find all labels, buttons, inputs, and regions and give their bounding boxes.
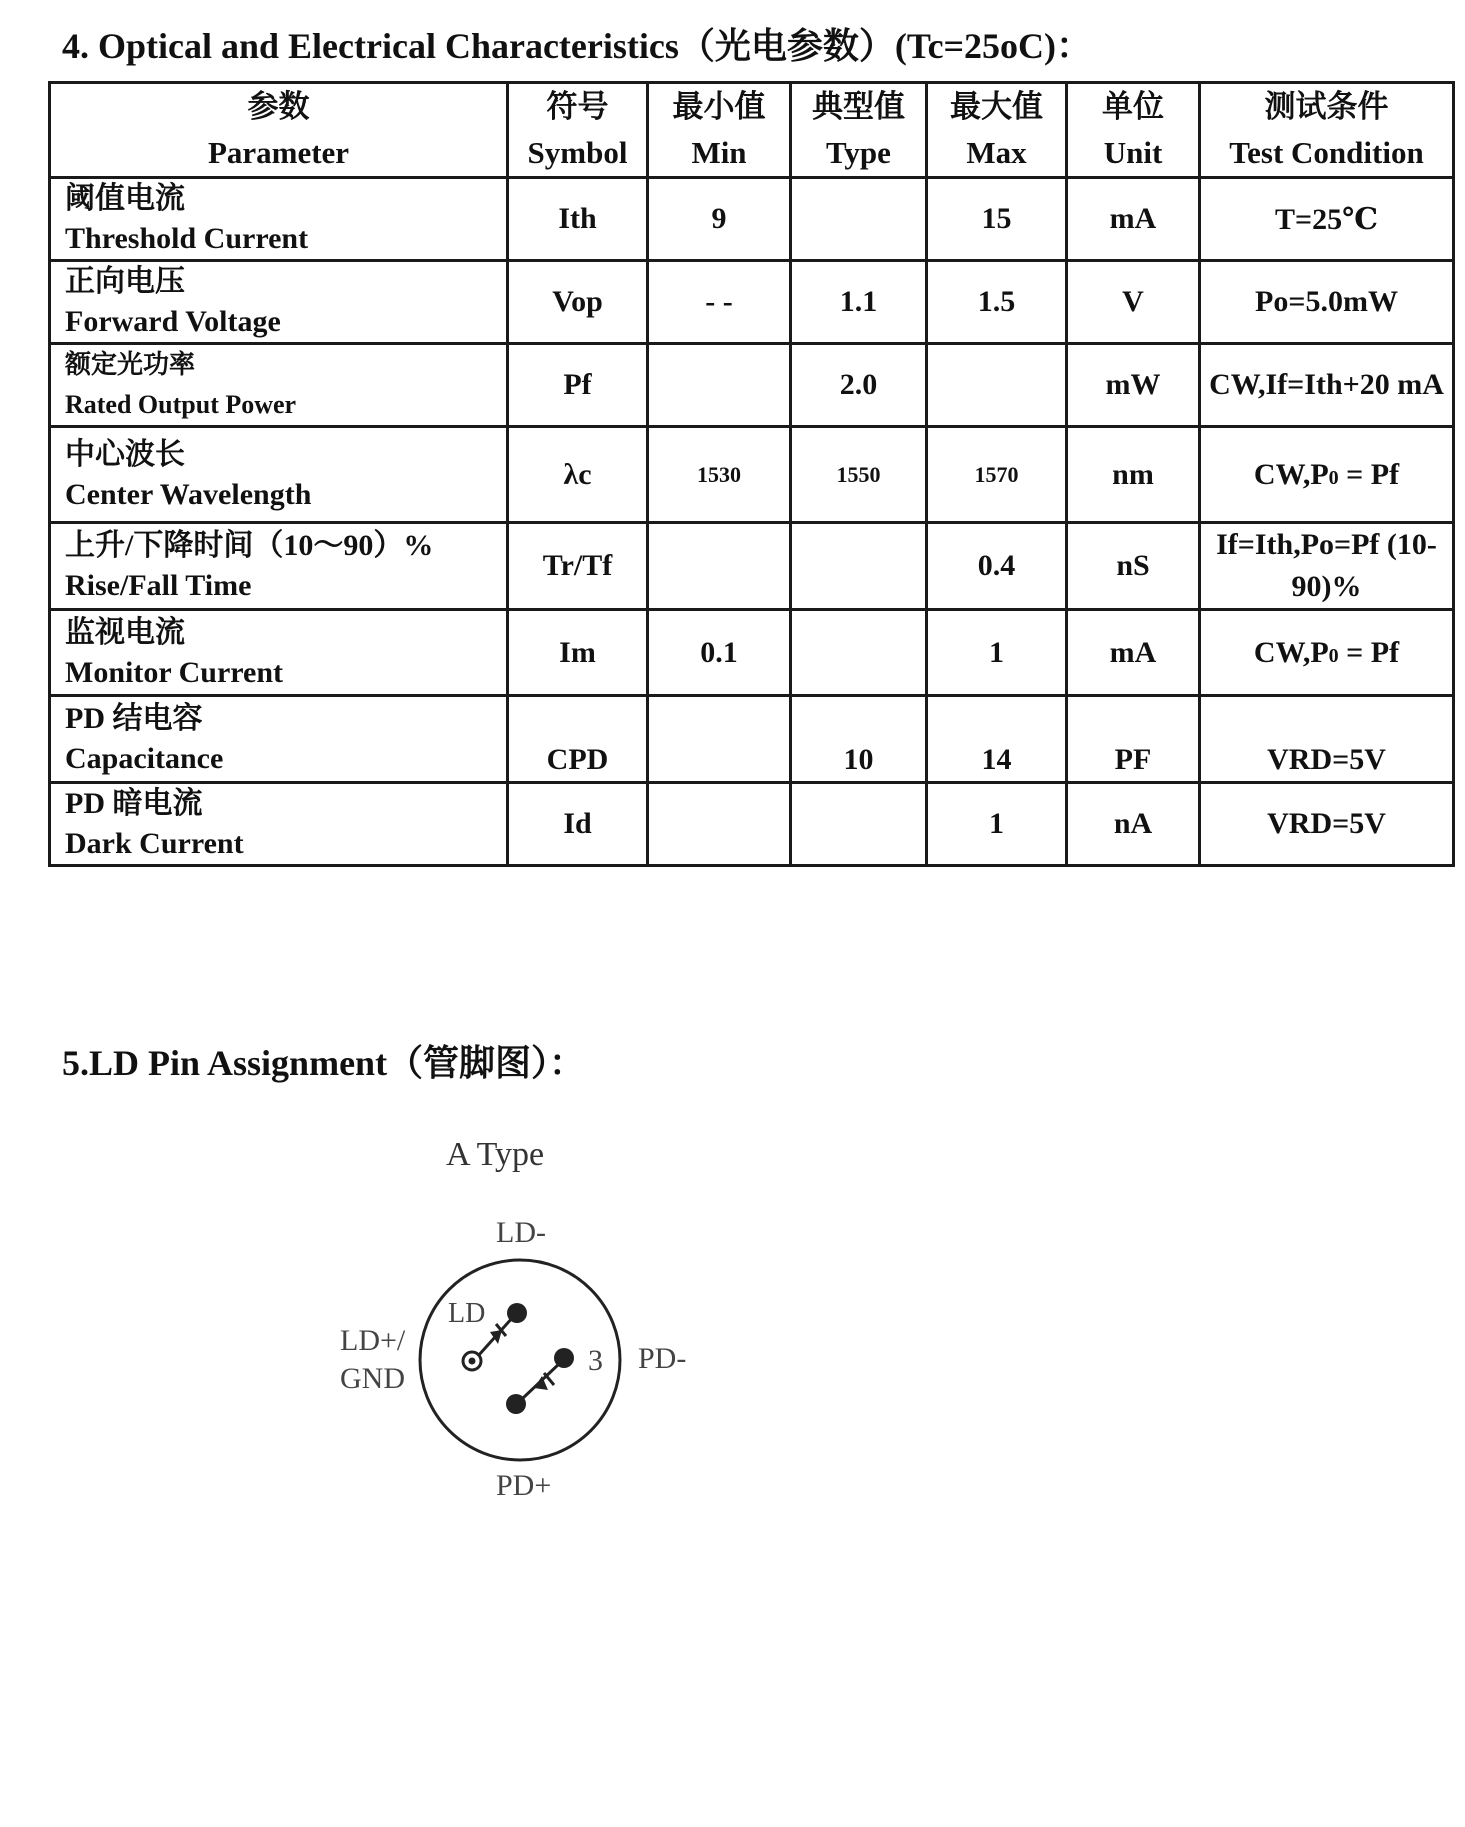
max-cell: 15 <box>927 178 1067 261</box>
pin-assignment-diagram <box>320 1120 740 1520</box>
max-cell: 1 <box>927 783 1067 866</box>
pin-number-label: 3 <box>588 1344 603 1377</box>
symbol-cell: Id <box>508 783 648 866</box>
param-cell: 上升/下降时间（10～90）% Rise/Fall Time <box>50 523 508 610</box>
section-4-heading: 4. Optical and Electrical Characteristics（光电参数）(Tc=25oC)： <box>62 26 1093 66</box>
symbol-cell: Tr/Tf <box>508 523 648 610</box>
unit-cell: mA <box>1067 610 1200 696</box>
min-cell <box>648 344 791 427</box>
param-cell: 中心波长 Center Wavelength <box>50 427 508 523</box>
pin-label-left-2: GND <box>340 1362 405 1395</box>
condition-cell: CW,If=Ith+20 mA <box>1200 344 1454 427</box>
condition-cell: Po=5.0mW <box>1200 261 1454 344</box>
max-cell <box>927 344 1067 427</box>
table-row <box>50 344 1454 427</box>
param-cell: PD 结电容 Capacitance <box>50 696 508 783</box>
table-row <box>50 783 1454 866</box>
typ-cell <box>791 523 927 610</box>
min-cell: - - <box>648 261 791 344</box>
max-cell: 1 <box>927 610 1067 696</box>
max-cell: 1.5 <box>927 261 1067 344</box>
table-row <box>50 178 1454 261</box>
pin-label-right: PD- <box>638 1342 687 1375</box>
typ-cell: 2.0 <box>791 344 927 427</box>
header-symbol: 符号 Symbol <box>508 83 648 178</box>
symbol-cell: Im <box>508 610 648 696</box>
symbol-cell: CPD <box>508 696 648 783</box>
condition-cell: CW,P0 = Pf <box>1200 427 1454 523</box>
unit-cell: nA <box>1067 783 1200 866</box>
typ-cell: 1.1 <box>791 261 927 344</box>
header-max: 最大值 Max <box>927 83 1067 178</box>
table-header-row <box>50 83 1454 178</box>
characteristics-table <box>48 81 1455 867</box>
param-cell: 正向电压 Forward Voltage <box>50 261 508 344</box>
pin-label-bottom: PD+ <box>496 1469 552 1502</box>
param-cell: PD 暗电流 Dark Current <box>50 783 508 866</box>
symbol-cell: λc <box>508 427 648 523</box>
symbol-cell: Vop <box>508 261 648 344</box>
max-cell: 0.4 <box>927 523 1067 610</box>
condition-cell: T=25℃ <box>1200 178 1454 261</box>
symbol-cell: Pf <box>508 344 648 427</box>
min-cell <box>648 696 791 783</box>
typ-cell: 1550 <box>791 427 927 523</box>
unit-cell: mW <box>1067 344 1200 427</box>
typ-cell <box>791 610 927 696</box>
min-cell <box>648 523 791 610</box>
typ-cell: 10 <box>791 696 927 783</box>
unit-cell: nm <box>1067 427 1200 523</box>
header-parameter: 参数 Parameter <box>50 83 508 178</box>
symbol-cell: Ith <box>508 178 648 261</box>
condition-cell: VRD=5V <box>1200 783 1454 866</box>
typ-cell <box>791 783 927 866</box>
min-cell: 9 <box>648 178 791 261</box>
header-test-condition: 测试条件 Test Condition <box>1200 83 1454 178</box>
pin-label-left-1: LD+/ <box>340 1324 406 1357</box>
pin-ground-center <box>469 1358 476 1365</box>
header-type: 典型值 Type <box>791 83 927 178</box>
max-cell: 1570 <box>927 427 1067 523</box>
table-row <box>50 523 1454 610</box>
header-min: 最小值 Min <box>648 83 791 178</box>
table-row <box>50 610 1454 696</box>
unit-cell: mA <box>1067 178 1200 261</box>
unit-cell: V <box>1067 261 1200 344</box>
type-label: A Type <box>446 1136 545 1173</box>
condition-cell: CW,P0 = Pf <box>1200 610 1454 696</box>
unit-cell: PF <box>1067 696 1200 783</box>
typ-cell <box>791 178 927 261</box>
max-cell: 14 <box>927 696 1067 783</box>
table-row <box>50 696 1454 783</box>
min-cell: 1530 <box>648 427 791 523</box>
param-cell: 额定光功率 Rated Output Power <box>50 344 508 427</box>
min-cell <box>648 783 791 866</box>
unit-cell: nS <box>1067 523 1200 610</box>
min-cell: 0.1 <box>648 610 791 696</box>
condition-cell: If=Ith,Po=Pf (10-90)% <box>1200 523 1454 610</box>
ld-inner-label: LD <box>448 1298 486 1329</box>
param-cell: 监视电流 Monitor Current <box>50 610 508 696</box>
section-5-heading: 5.LD Pin Assignment（管脚图）： <box>62 1043 586 1083</box>
table-row <box>50 427 1454 523</box>
pin-label-top: LD- <box>496 1216 546 1249</box>
header-unit: 单位 Unit <box>1067 83 1200 178</box>
param-cell: 阈值电流 Threshold Current <box>50 178 508 261</box>
table-row <box>50 261 1454 344</box>
condition-cell: VRD=5V <box>1200 696 1454 783</box>
